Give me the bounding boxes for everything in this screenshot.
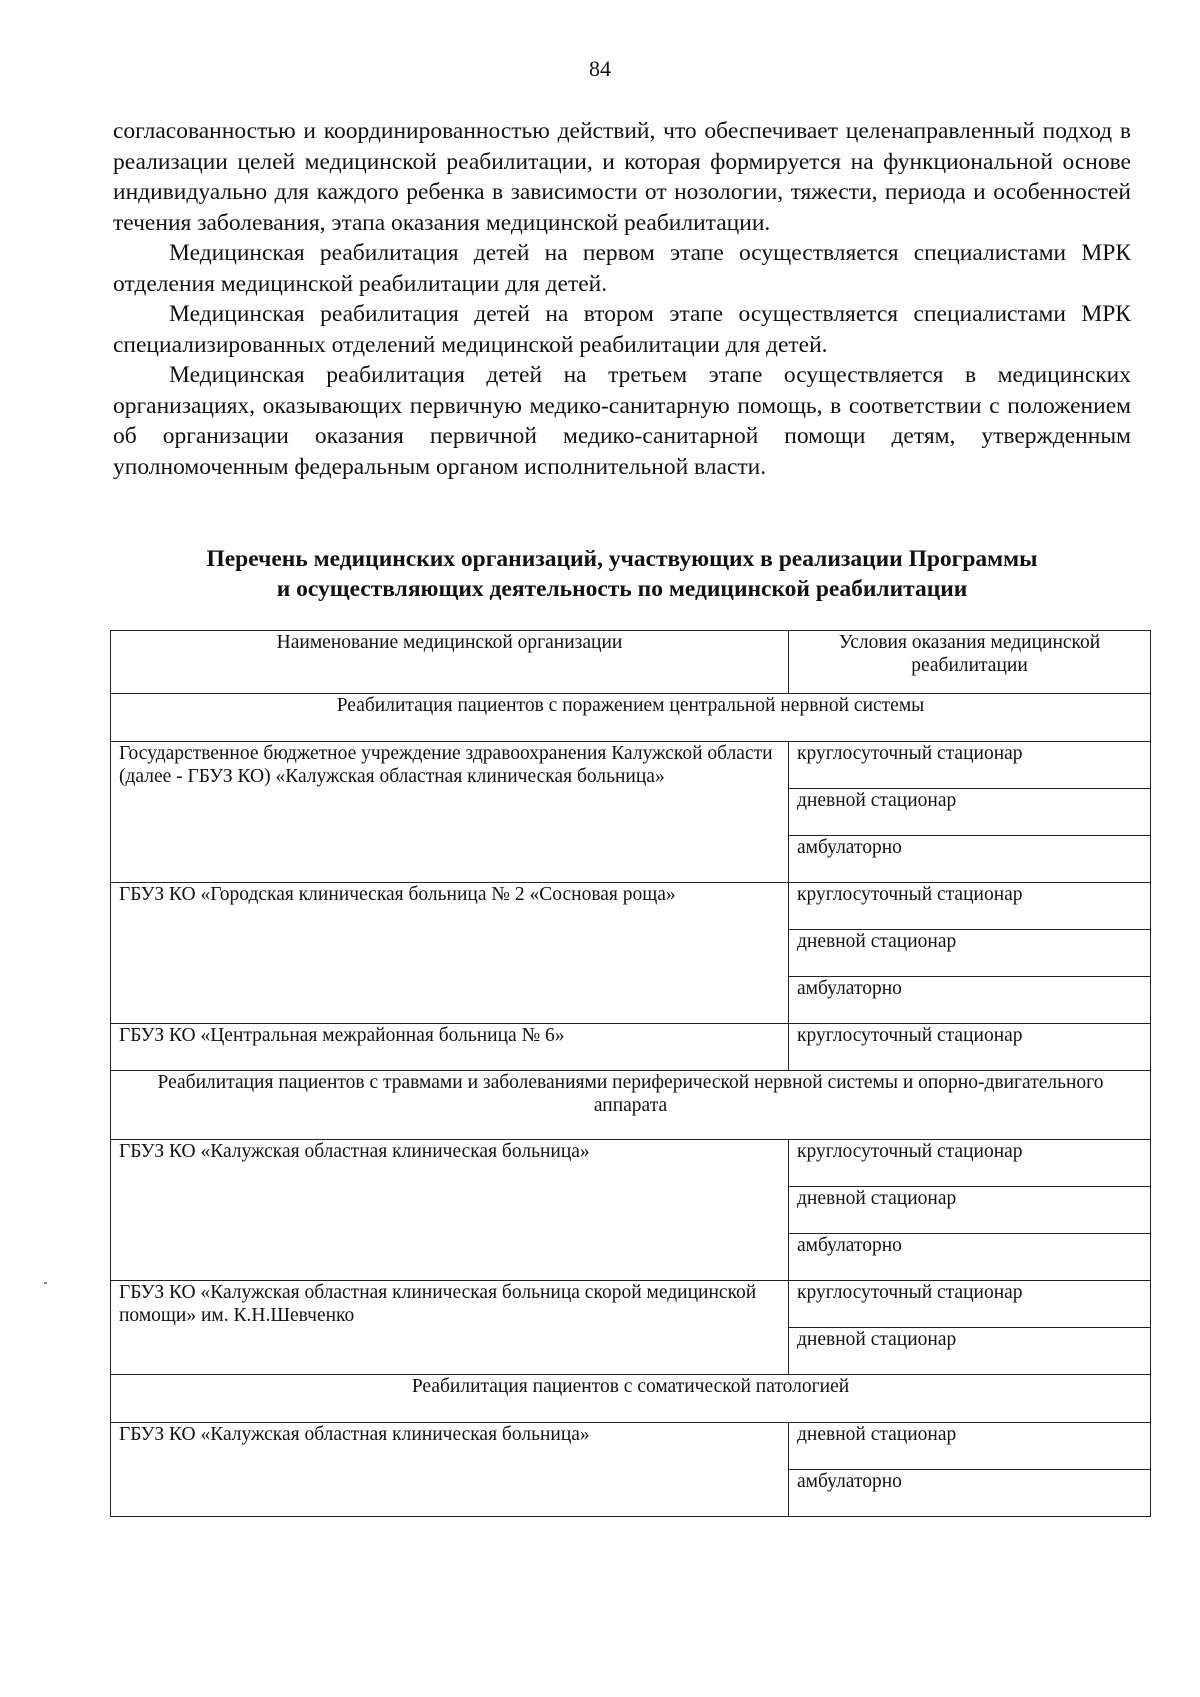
section-row [111,1375,1151,1423]
table-row [111,1024,1151,1071]
org-name-cell: Государственное бюджетное учреждение здравоохранения Калужской области (далее - ГБУЗ КО) «Калужская областная клиническая больница» [111,742,789,883]
table-header-row [111,631,1151,694]
section-title-pns: Реабилитация пациентов с травмами и заболеваниями периферической нервной системы и опорно-двигательного аппарата [111,1071,1151,1140]
section-row [111,694,1151,742]
condition-cell: дневной стационар [789,930,1151,977]
condition-cell: амбулаторно [789,1470,1151,1517]
table-row [111,742,1151,789]
org-name-cell: ГБУЗ КО «Центральная межрайонная больница № 6» [111,1024,789,1071]
table-row [111,883,1151,930]
condition-cell: круглосуточный стационар [789,1140,1151,1187]
table-row [111,1281,1151,1328]
condition-cell: амбулаторно [789,1234,1151,1281]
page-number: 84 [589,56,611,81]
paragraph-stage-two: Медицинская реабилитация детей на втором этапе осуществляется специалистами МРК специализированных отделений медицинской реабилитации для детей. [113,301,1131,358]
heading-line-2: и осуществляющих деятельность по медицинской реабилитации [276,576,968,602]
condition-cell: дневной стационар [789,1423,1151,1470]
organizations-table [110,630,1151,1517]
section-heading [113,544,1131,604]
org-name-cell: ГБУЗ КО «Калужская областная клиническая больница» [111,1140,789,1281]
table-row [111,1423,1151,1470]
section-row [111,1071,1151,1140]
paragraph-continuation: согласованностью и координированностью действий, что обеспечивает целенаправленный подход в реализации целей медицинской реабилитации, и которая формируется на функциональной основе индивидуально для каждого ребенка в зависимости от нозологии, тяжести, периода и особенностей течения заболевания, этапа оказания медицинской реабилитации. [113,118,1131,236]
org-name-cell: ГБУЗ КО «Городская клиническая больница № 2 «Сосновая роща» [111,883,789,1024]
org-name-cell: ГБУЗ КО «Калужская областная клиническая больница» [111,1423,789,1517]
paragraph-stage-three: Медицинская реабилитация детей на третьем этапе осуществляется в медицинских организациях, оказывающих первичную медико-санитарную помощь, в соответствии с положением об организации оказания первичной медико-санитарной помощи детям, утвержденным уполномоченным федеральным органом исполнительной власти. [113,362,1131,480]
table-row [111,1140,1151,1187]
condition-cell: дневной стационар [789,789,1151,836]
column-header-conditions: Условия оказания медицинской реабилитации [789,631,1151,694]
paragraph-stage-one: Медицинская реабилитация детей на первом этапе осуществляется специалистами МРК отделения медицинской реабилитации для детей. [113,240,1131,297]
condition-cell: круглосуточный стационар [789,1024,1151,1071]
section-title-somatic: Реабилитация пациентов с соматической патологией [111,1375,1151,1423]
section-title-cns: Реабилитация пациентов с поражением центральной нервной системы [111,694,1151,742]
org-name-cell: ГБУЗ КО «Калужская областная клиническая больница скорой медицинской помощи» им. К.Н.Шевченко [111,1281,789,1375]
column-header-org: Наименование медицинской организации [111,631,789,694]
condition-cell: амбулаторно [789,836,1151,883]
condition-cell: круглосуточный стационар [789,742,1151,789]
condition-cell: дневной стационар [789,1187,1151,1234]
body-text [113,116,1131,482]
scan-margin-mark [44,1282,47,1284]
condition-cell: круглосуточный стационар [789,883,1151,930]
heading-line-1: Перечень медицинских организаций, участвующих в реализации Программы [206,546,1038,572]
condition-cell: амбулаторно [789,977,1151,1024]
condition-cell: дневной стационар [789,1328,1151,1375]
condition-cell: круглосуточный стационар [789,1281,1151,1328]
